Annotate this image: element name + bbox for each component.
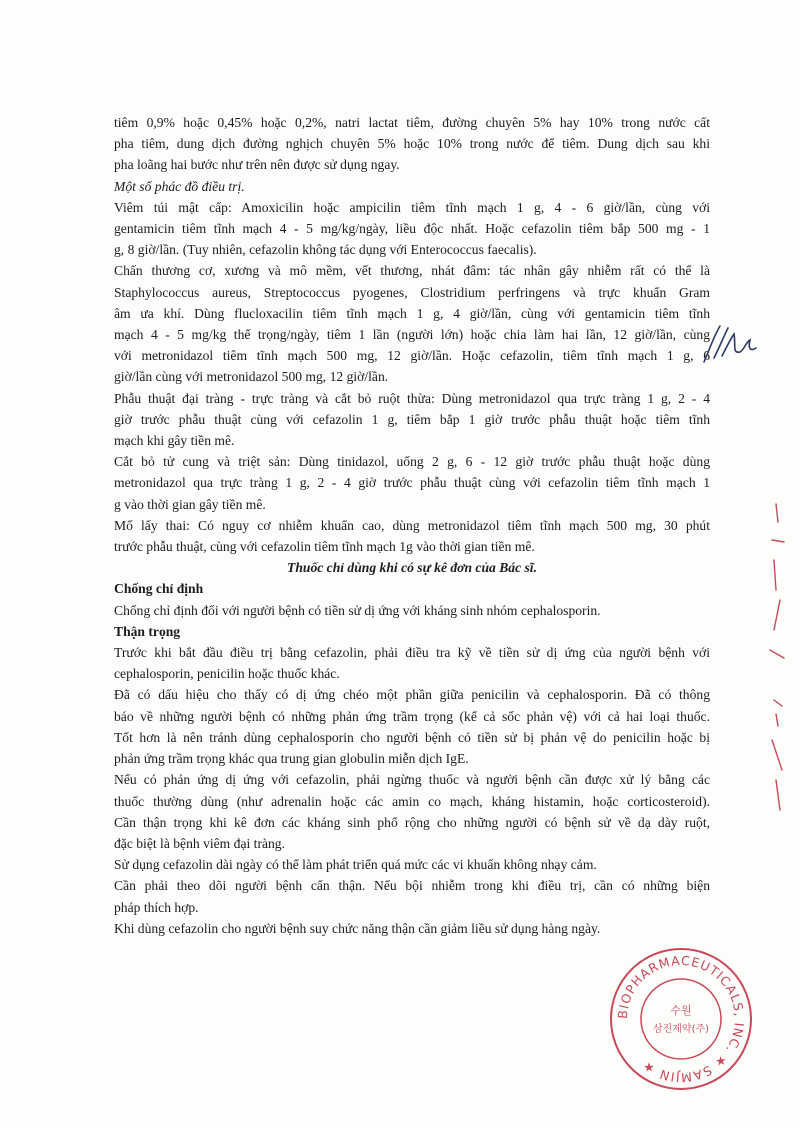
text-line: Chấn thương cơ, xương và mô mềm, vết thương, nhát đâm: tác nhân gây nhiễm rất có thể là: [114, 263, 710, 279]
document-body: [114, 112, 710, 939]
text-line: pháp thích hợp.: [114, 899, 199, 915]
text-line: thuốc thường dùng (như adrenalin hoặc các amin co mạch, kháng histamin, hoặc corticosteroid).: [114, 793, 710, 809]
stamp-center-line1: 수원: [670, 1004, 692, 1017]
text-line: Staphylococcus aureus, Streptococcus pyogenes, Clostridium perfringens và trực khuẩn Gram: [114, 284, 710, 300]
text-line: gentamicin tiêm tĩnh mạch 4 - 5 mg/kg/ngày, liều độc nhất. Hoặc cefazolin tiêm bắp 500 mg - 1: [114, 221, 710, 237]
text-line: Đã có dấu hiệu cho thấy có dị ứng chéo một phần giữa penicilin và cephalosporin. Đã có thông: [114, 687, 710, 703]
text-line: trước phẫu thuật, cùng với cefazolin tiêm tĩnh mạch 1g vào thời gian tiền mê.: [114, 539, 535, 555]
text-line: báo về những người bệnh có những phản ứng trầm trọng (kể cả sốc phản vệ) với cả hai loại thuốc.: [114, 708, 710, 724]
text-line: đặc biệt là bệnh viêm đại tràng.: [114, 835, 285, 851]
text-line: pha tiêm, dung dịch đường nghịch chuyên 5% hoặc 10% trong nước để tiêm. Dung dịch sau khi: [114, 136, 710, 152]
text-line: Phẫu thuật đại tràng - trực tràng và cắt bỏ ruột thừa: Dùng metronidazol qua trực tràng 1 g, 2 - 4: [114, 390, 710, 406]
text-line: Nếu có phản ứng dị ứng với cefazolin, phải ngừng thuốc và người bệnh cần được xử lý bằng các: [114, 772, 710, 788]
text-line: metronidazol qua trực tràng 1 g, 2 - 4 giờ trước phẫu thuật cùng với cefazolin tiêm tĩnh mạch 1: [114, 475, 710, 491]
section-heading: Chống chỉ định: [114, 581, 204, 597]
text-line: Cần phải theo dõi người bệnh cẩn thận. Nếu bội nhiễm trong khi điều trị, cần có những biện: [114, 878, 710, 894]
text-line: âm ưa khí. Dùng flucloxacilin tiêm tĩnh mạch 1 g, 4 giờ/lần, cùng với gentamicin tiêm tĩnh: [114, 305, 710, 321]
text-line: g, 8 giờ/lần. (Tuy nhiên, cefazolin không tác dụng với Enterococcus faecalis).: [114, 242, 537, 258]
text-line: cephalosporin, penicilin hoặc thuốc khác.: [114, 666, 340, 682]
text-line: mạch khi gây tiền mê.: [114, 433, 235, 449]
text-line: Sử dụng cefazolin dài ngày có thể làm phát triển quá mức các vi khuẩn không nhạy cảm.: [114, 857, 597, 873]
text-line: Cắt bỏ tử cung và triệt sản: Dùng tinidazol, uống 2 g, 6 - 12 giờ trước phẫu thuật hoặc dùng: [114, 454, 710, 470]
text-line: giờ/lần cùng với metronidazol 500 mg, 12 giờ/lần.: [114, 369, 389, 385]
text-line: tiêm 0,9% hoặc 0,45% hoặc 0,2%, natri lactat tiêm, đường chuyên 5% hay 10% trong nước cất: [114, 115, 710, 130]
text-line: mạch 4 - 5 mg/kg thể trọng/ngày, tiêm 1 lần (người lớn) hoặc chia làm hai lần, 12 giờ/lần, cùng: [114, 327, 710, 343]
text-line: với metronidazol tiêm tĩnh mạch 500 mg, 12 giờ/lần. Hoặc cefazolin, tiêm tĩnh mạch 1 g, 6: [114, 348, 710, 364]
text-line: Mổ lấy thai: Có nguy cơ nhiễm khuẩn cao, dùng metronidazol tiêm tĩnh mạch 500 mg, 30 phút: [114, 517, 710, 533]
text-line: Một số phác đồ điều trị.: [114, 178, 245, 194]
text-line: pha loãng hai bước như trên nên được sử dụng ngay.: [114, 157, 400, 173]
section-heading: Thận trọng: [114, 623, 181, 639]
text-line: g vào thời gian gây tiền mê.: [114, 496, 266, 512]
stamp-center-line2: 삼진제약(주): [652, 1024, 710, 1035]
text-line: Chống chỉ định đối với người bệnh có tiền sử dị ứng với kháng sinh nhóm cephalosporin.: [114, 602, 601, 618]
text-line: Trước khi bắt đầu điều trị bằng cefazolin, phải điều tra kỹ về tiền sử dị ứng của người bệnh với: [114, 645, 710, 661]
text-line: giờ trước phẫu thuật cùng với cefazolin 1 g, tiêm bắp 1 giờ trước phẫu thuật hoặc tiêm tĩnh: [114, 411, 710, 427]
text-line: Viêm túi mật cấp: Amoxicilin hoặc ampicilin tiêm tĩnh mạch 1 g, 4 - 6 giờ/lần, cùng với: [114, 199, 710, 215]
svg-text:BIOPHARMACEUTICALS, INC. ★ SAM: [615, 953, 747, 1085]
text-line: Cần thận trọng khi kê đơn các kháng sinh phổ rộng cho những người có bệnh sử về dạ dày ruột,: [114, 814, 710, 830]
text-line: Khi dùng cefazolin cho người bệnh suy chức năng thận cần giảm liều sử dụng hàng ngày.: [114, 920, 601, 936]
prescription-notice: Thuốc chỉ dùng khi có sự kê đơn của Bác sĩ.: [287, 560, 537, 576]
stamp-ring-text: BIOPHARMACEUTICALS, INC. ★ SAMJIN ★: [614, 952, 748, 1086]
margin-red-marks: [762, 500, 792, 820]
text-line: Tốt hơn là nên tránh dùng cephalosporin cho người bệnh có tiền sử bị phản vệ do penicilin hoặc bị: [114, 729, 710, 745]
handwritten-signature: [700, 318, 760, 368]
text-line: phản ứng trầm trọng khác qua trung gian globulin miễn dịch IgE.: [114, 751, 469, 767]
company-stamp: [606, 944, 756, 1094]
